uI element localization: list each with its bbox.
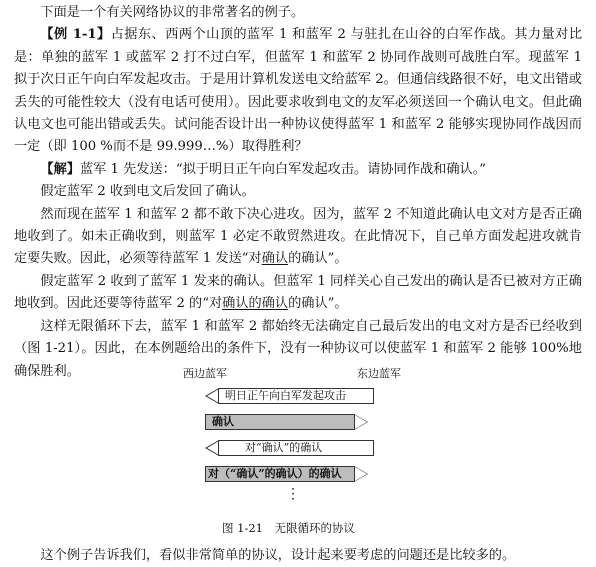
figure-caption: 图 1-21 无限循环的协议 xyxy=(222,521,355,535)
example-body: 占据东、西两个山顶的蓝军 1 和蓝军 2 与驻扎在山谷的白军作战。其力量对比是：单独的蓝军 1 或蓝军 2 打不过白军，但蓝军 1 和蓝军 2 协同作战则可战胜白军。现蓝军 1 拟于次日正午向白军发起攻击。于是用计算机发送电文给蓝军 2。但通信线路很不好，电文出错或丢失的可能性较大（没有电话可使用）。因此要求收到电文的友军必须送回一个确认电文。但此确认电文也可能出错或丢失。试问能否设计出一种协议使得蓝军 1 和蓝军 2 能够实现协同作战因而一定（即 100 %而不是 99.999…%）取得胜利？ xyxy=(14,27,583,155)
paragraph-5 xyxy=(14,316,582,383)
west-army-label: 西边蓝军 xyxy=(183,367,227,380)
paragraph-4-text-b: 的确认”。 xyxy=(288,296,348,312)
arrow-right-icon xyxy=(354,466,368,482)
paragraph-3-text-a: 然而现在蓝军 1 和蓝军 2 都不敢下决心进攻。因为，蓝军 2 不知道此确认电文对方是否正确地收到了。如未正确收到，则蓝军 1 必定不敢贸然进攻。在此情况下，自己单方面发起进攻就肯定要失败。因此，必须等待蓝军 1 发送“对 xyxy=(14,206,582,267)
example-label: 【例 1-1】 xyxy=(40,27,111,43)
closing-paragraph: 这个例子告诉我们，看似非常简单的协议，设计起来要考虑的问题还是比较多的。 xyxy=(40,548,516,563)
solution-paragraph xyxy=(14,159,582,181)
paragraph-4 xyxy=(14,271,582,316)
east-army-label: 东边蓝军 xyxy=(357,367,401,380)
message-ack-of-ack-of-ack: 对（“确认”的确认）的确认 xyxy=(205,466,355,482)
continuation-dots: ⋮ xyxy=(286,486,300,502)
paragraph-4-text-a: 假定蓝军 2 收到了蓝军 1 发来的确认。但蓝军 1 同样关心自己发出的确认是否已被对方正确地收到。因此还要等待蓝军 2 的“对 xyxy=(14,273,582,312)
arrow-left-icon xyxy=(205,440,219,456)
arrow-right-inner-icon xyxy=(355,467,367,481)
example-paragraph xyxy=(14,24,582,158)
paragraph-5-text: 这样无限循环下去，蓝军 1 和蓝军 2 都始终无法确定自己最后发出的电文对方是否已经收到（图 1-21）。因此，在本例题给出的条件下，没有一种协议可以使蓝军 1 和蓝军 2 能够 100%地确保胜利。 xyxy=(14,318,582,379)
message-ack: 确认 xyxy=(205,414,355,430)
arrow-left-inner-icon xyxy=(207,389,219,403)
paragraph-2-text: 假定蓝军 2 收到电文后发回了确认。 xyxy=(40,184,255,200)
arrow-right-icon xyxy=(354,414,368,430)
paragraph-3-underlined: 确认 xyxy=(261,251,289,267)
solution-body: 蓝军 1 先发送：“拟于明日正午向白军发起攻击。请协同作战和确认。” xyxy=(79,161,487,177)
message-ack-of-ack: 对“确认”的确认 xyxy=(218,440,374,456)
body-text xyxy=(14,2,582,383)
message-attack-plan: 明日正午向白军发起攻击 xyxy=(218,388,374,404)
arrow-left-icon xyxy=(205,388,219,404)
paragraph-3 xyxy=(14,204,582,271)
paragraph-4-underlined: 确认的确认 xyxy=(222,296,289,312)
paragraph-3-text-b: 的确认”。 xyxy=(288,251,348,267)
solution-label: 【解】 xyxy=(40,161,80,177)
arrow-right-inner-icon xyxy=(355,415,367,429)
paragraph-2 xyxy=(14,181,582,203)
intro-paragraph xyxy=(14,2,582,24)
intro-text: 下面是一个有关网络协议的非常著名的例子。 xyxy=(40,5,305,20)
arrow-left-inner-icon xyxy=(207,441,219,455)
